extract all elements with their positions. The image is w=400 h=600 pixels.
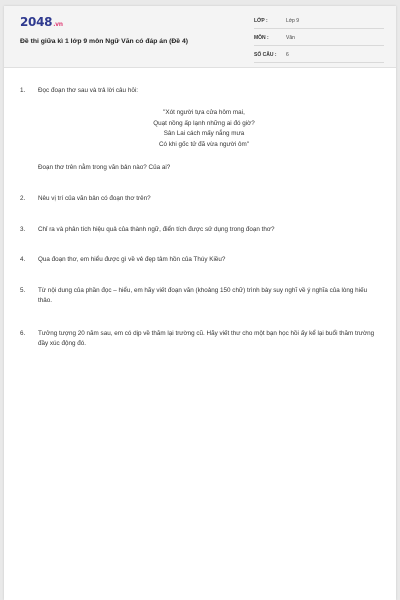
meta-label: MÔN : [254,35,269,41]
meta-label: LỚP : [254,18,268,24]
site-logo[interactable] [20,15,63,29]
question-text: Nêu vị trí của văn bản có đoạn thơ trên? [38,195,151,202]
question-number: 4. [20,256,26,263]
meta-value: 6 [286,52,289,58]
question-followup: Đoạn thơ trên nằm trong văn bản nào? Của ai? [38,164,171,171]
meta-label: SỐ CÂU : [254,52,277,58]
question-text: Đọc đoạn thơ sau và trả lời câu hỏi: [38,87,138,94]
meta-row-subject [254,31,384,46]
exam-meta [254,14,384,65]
logo-ext-text: .vn [53,21,63,28]
question-number: 1. [20,87,26,94]
question-text: Từ nội dung của phần đọc – hiểu, em hãy viết đoạn văn (khoảng 150 chữ) trình bày suy nghĩ về ý nghĩa của lòng hiếu thảo. [38,287,368,304]
meta-row-count [254,48,384,63]
question-number: 6. [20,330,26,337]
meta-value: Lớp 9 [286,18,300,24]
poem-line: Có khi gốc tử đã vừa người ôm" [158,140,250,148]
question-number: 5. [20,287,26,294]
question-text: Chỉ ra và phân tích hiệu quả của thành ngữ, điển tích được sử dụng trong đoạn thơ? [38,226,275,233]
poem-line: Sân Lai cách mấy nắng mưa [163,130,245,137]
exam-title: Đề thi giữa kì 1 lớp 9 môn Ngữ Văn có đáp án (Đề 4) [20,38,189,45]
question-number: 2. [20,195,26,202]
exam-sheet [4,6,396,600]
meta-value: Văn [286,35,295,41]
question-text: Tưởng tượng 20 năm sau, em có dịp về thăm lại trường cũ. Hãy viết thư cho một bạn học hồi ấy kể lại buổi thăm trường đầy xúc động đó. [38,330,375,347]
poem-line: "Xót người tựa cửa hôm mai, [163,109,245,116]
poem-line: Quạt nồng ấp lạnh những ai đó giờ? [153,119,255,127]
logo-main-text: 2048 [20,15,53,29]
meta-row-class [254,14,384,29]
exam-header [4,6,396,68]
question-text: Qua đoạn thơ, em hiểu được gì về vẻ đẹp tâm hồn của Thúy Kiều? [38,256,226,263]
question-number: 3. [20,226,26,233]
poem-excerpt [4,108,400,150]
